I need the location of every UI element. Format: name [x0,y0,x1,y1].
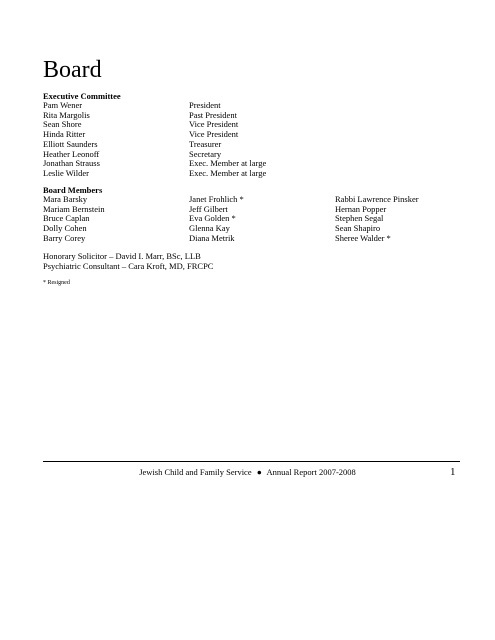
page-title: Board [43,57,102,83]
member-name: Hinda Ritter [43,129,86,140]
member-name: Leslie Wilder [43,167,89,178]
board-member-name: Bruce Caplan [43,213,90,224]
resigned-note: * Resigned [43,280,70,286]
executive-member-row [0,139,495,149]
member-name: Sean Shore [43,119,82,130]
footer-report: Annual Report 2007-2008 [266,467,356,477]
board-member-name: Sheree Walder * [335,232,391,243]
footer-org: Jewish Child and Family Service [139,467,252,477]
board-member-row [0,233,495,243]
executive-member-row [0,158,495,168]
member-role: Vice President [189,119,239,130]
member-role: Exec. Member at large [189,167,267,178]
psychiatric-consultant: Psychiatric Consultant – Cara Kroft, MD, FRCPC [43,261,214,271]
board-member-name: Mara Barsky [43,194,88,204]
member-name: Jonathan Strauss [43,158,100,169]
board-member-row [0,194,495,204]
board-member-name: Rabbi Lawrence Pinsker [335,194,419,204]
board-member-name: Barry Corey [43,232,86,243]
page-number: 1 [450,466,456,478]
board-member-name: Glenna Kay [189,223,230,234]
member-role: Vice President [189,129,239,140]
member-name: Rita Margolis [43,109,90,120]
board-member-name: Eva Golden * [189,213,236,224]
member-role: President [189,100,221,110]
executive-member-row [0,100,495,110]
footer-text [0,467,495,477]
board-member-name: Mariam Bernstein [43,203,105,214]
board-member-row [0,213,495,223]
executive-member-row [0,149,495,159]
honorary-solicitor: Honorary Solicitor – David I. Marr, BSc, LLB [43,251,201,261]
executive-member-row [0,168,495,178]
board-members-heading: Board Members [43,185,103,195]
board-member-name: Jeff Gilbert [189,203,228,214]
executive-member-row [0,119,495,129]
board-member-name: Stephen Segal [335,213,384,224]
member-role: Treasurer [189,138,222,149]
board-member-name: Dolly Cohen [43,223,87,234]
board-member-name: Sean Shapiro [335,223,381,234]
board-member-name: Janet Frohlich * [189,194,244,204]
executive-member-row [0,129,495,139]
executive-committee-heading: Executive Committee [43,91,121,101]
member-role: Exec. Member at large [189,158,267,169]
board-member-row [0,204,495,214]
member-name: Elliott Saunders [43,138,98,149]
executive-member-row [0,110,495,120]
member-name: Pam Wener [43,100,83,110]
board-member-name: Diana Metrik [189,232,235,243]
member-role: Secretary [189,148,222,159]
member-role: Past President [189,109,237,120]
board-member-row [0,223,495,233]
member-name: Heather Leonoff [43,148,100,159]
footer-divider [43,461,460,462]
board-member-name: Hernan Popper [335,203,387,214]
footer-bullet: ● [256,467,262,477]
